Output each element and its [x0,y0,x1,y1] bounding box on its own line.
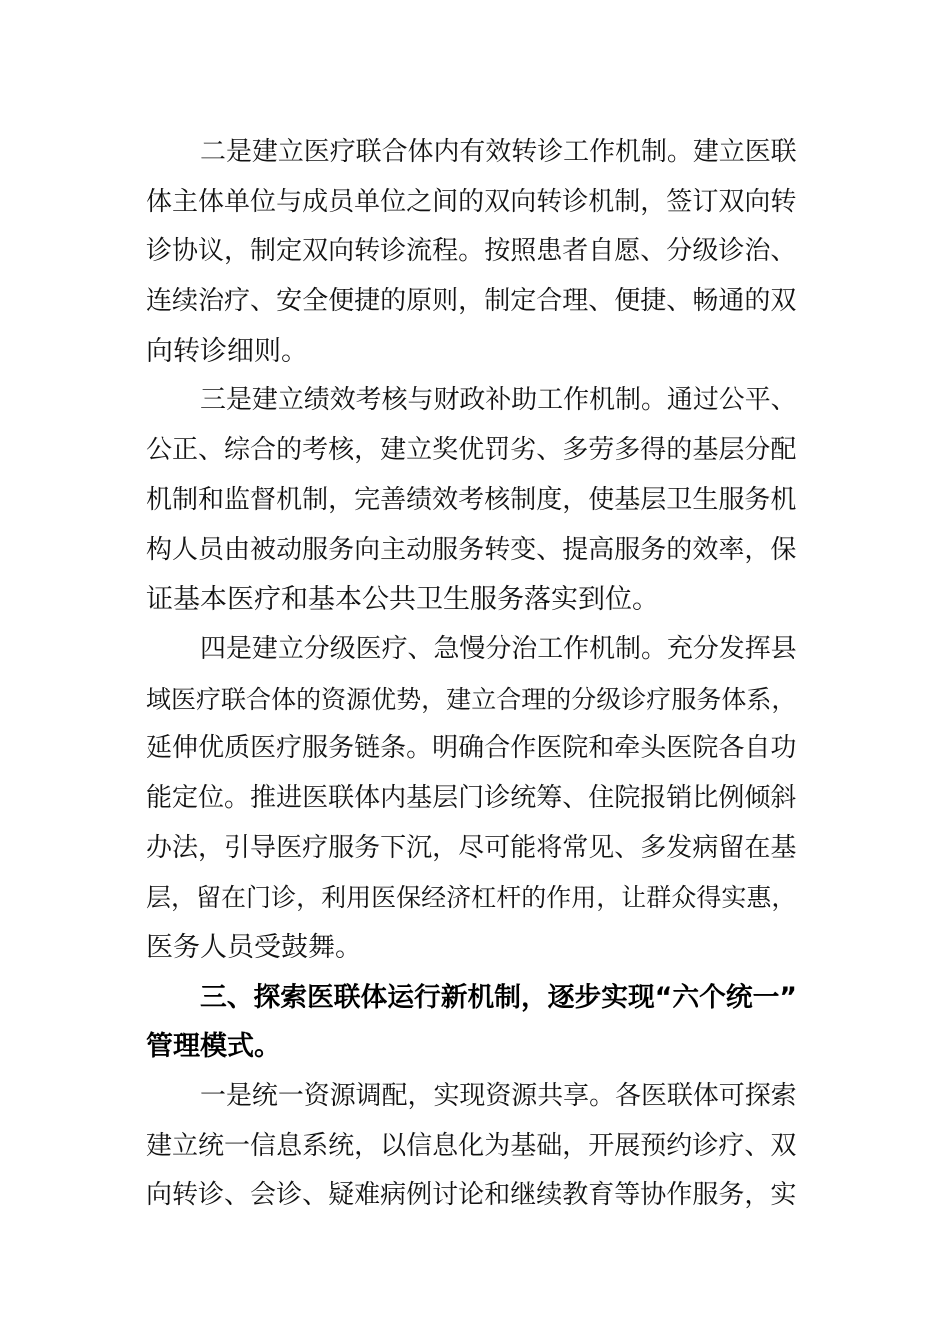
paragraph-line: 延伸优质医疗服务链条。明确合作医院和牵头医院各自功 [146,733,797,764]
paragraph-line: 证基本医疗和基本公共卫生服务落实到位。 [146,584,659,616]
paragraph-line: 医务人员受鼓舞。 [146,932,362,963]
paragraph-line: 机制和监督机制，完善绩效考核制度，使基层卫生服务机 [146,484,797,515]
paragraph-line: 办法，引导医疗服务下沉，尽可能将常见、多发病留在基 [146,832,797,863]
paragraph-line: 向转诊、会诊、疑难病例讨论和继续教育等协作服务，实 [146,1180,797,1211]
heading-line: 三、探索医联体运行新机制，逐步实现“六个统一” [200,981,797,1013]
section-heading [146,973,800,1072]
heading-line: 管理模式。 [146,1031,281,1063]
paragraph-line: 能定位。推进医联体内基层门诊统筹、住院报销比例倾斜 [146,782,797,813]
paragraph-resource-allocation [146,1072,800,1221]
document-body [146,128,800,1221]
paragraph-line: 体主体单位与成员单位之间的双向转诊机制，签订双向转 [146,186,797,217]
paragraph-line: 公正、综合的考核，建立奖优罚劣、多劳多得的基层分配 [146,435,797,466]
paragraph-line: 诊协议，制定双向转诊流程。按照患者自愿、分级诊治、 [146,236,797,267]
paragraph-tiered-care [146,625,800,973]
paragraph-line: 二是建立医疗联合体内有效转诊工作机制。建立医联 [200,137,797,167]
paragraph-line: 四是建立分级医疗、急慢分治工作机制。充分发挥县 [200,633,797,664]
paragraph-line: 域医疗联合体的资源优势，建立合理的分级诊疗服务体系， [146,684,797,714]
paragraph-performance-assessment [146,376,800,624]
paragraph-line: 三是建立绩效考核与财政补助工作机制。通过公平、 [200,385,797,416]
paragraph-line: 构人员由被动服务向主动服务转变、提高服务的效率，保 [146,534,797,565]
paragraph-line: 连续治疗、安全便捷的原则，制定合理、便捷、畅通的双 [146,286,797,317]
paragraph-line: 一是统一资源调配，实现资源共享。各医联体可探索 [200,1081,797,1112]
paragraph-referral-mechanism [146,128,800,376]
paragraph-line: 建立统一信息系统，以信息化为基础，开展预约诊疗、双 [146,1130,797,1161]
paragraph-line: 向转诊细则。 [146,335,308,367]
paragraph-line: 层，留在门诊，利用医保经济杠杆的作用，让群众得实惠， [146,883,797,913]
